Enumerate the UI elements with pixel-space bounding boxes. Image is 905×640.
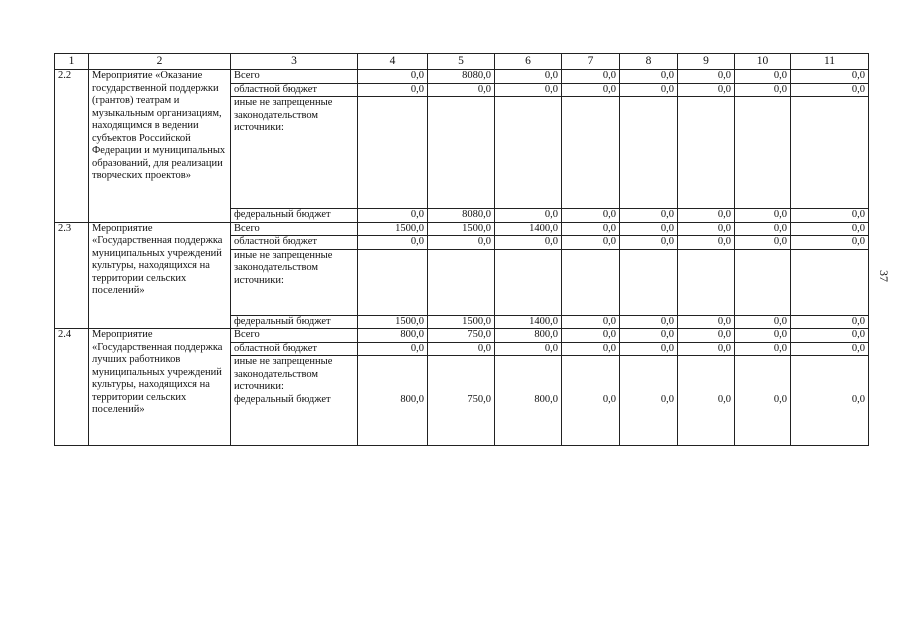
value-cell: 0,0 xyxy=(562,236,620,250)
value-cell xyxy=(735,97,791,209)
source-label: областной бюджет xyxy=(231,236,358,250)
value-cell: 0,0 xyxy=(678,83,735,97)
table-row xyxy=(55,329,869,343)
value-cell: 0,0 xyxy=(428,236,495,250)
value-cell xyxy=(791,356,869,446)
federal-budget-label: федеральный бюджет xyxy=(234,393,331,405)
value-cell: 0,0 xyxy=(620,315,678,329)
value-cell: 0,0 xyxy=(562,70,620,84)
value-cell: 0,0 xyxy=(562,315,620,329)
value-cell: 0,0 xyxy=(495,70,562,84)
value-cell xyxy=(620,97,678,209)
column-header: 3 xyxy=(231,54,358,70)
source-label xyxy=(231,356,358,446)
value-cell xyxy=(428,97,495,209)
budget-table xyxy=(54,53,869,446)
value-cell: 0,0 xyxy=(358,209,428,223)
value-cell: 800,0 xyxy=(358,329,428,343)
value-cell xyxy=(495,97,562,209)
value-cell: 8080,0 xyxy=(428,70,495,84)
value-cell: 750,0 xyxy=(428,329,495,343)
value-cell: 0,0 xyxy=(620,83,678,97)
column-header: 4 xyxy=(358,54,428,70)
item-name: Мероприятие «Государственная поддержка лучших работников муниципальных учреждений культуры, находящихся на территории сельских поселений» xyxy=(89,329,231,446)
page-number: 37 xyxy=(877,270,891,282)
value-cell: 1500,0 xyxy=(428,315,495,329)
value-cell xyxy=(562,356,620,446)
value-cell: 0,0 xyxy=(791,236,869,250)
source-label: Всего xyxy=(231,329,358,343)
value-cell: 0,0 xyxy=(735,83,791,97)
federal-value: 0,0 xyxy=(602,393,616,405)
value-cell: 0,0 xyxy=(791,342,869,356)
item-number: 2.2 xyxy=(55,70,89,223)
item-number: 2.3 xyxy=(55,222,89,329)
value-cell: 0,0 xyxy=(791,70,869,84)
value-cell xyxy=(735,249,791,315)
source-label: Всего xyxy=(231,70,358,84)
value-cell: 0,0 xyxy=(791,329,869,343)
value-cell xyxy=(735,356,791,446)
value-cell: 0,0 xyxy=(678,209,735,223)
value-cell: 0,0 xyxy=(495,83,562,97)
table-row xyxy=(55,222,869,236)
item-number: 2.4 xyxy=(55,329,89,446)
value-cell xyxy=(678,356,735,446)
value-cell xyxy=(358,356,428,446)
value-cell: 0,0 xyxy=(620,209,678,223)
item-name: Мероприятие «Оказание государственной поддержки (грантов) театрам и музыкальным организациям, находящимся в ведении субъектов Российской Федерации и муниципальных образований, для реализации творческих проектов» xyxy=(89,70,231,223)
value-cell: 0,0 xyxy=(358,342,428,356)
other-sources-label: иные не запрещенные законодательством источники: xyxy=(234,356,333,392)
federal-value: 0,0 xyxy=(851,393,865,405)
value-cell: 1400,0 xyxy=(495,222,562,236)
value-cell: 0,0 xyxy=(620,236,678,250)
value-cell xyxy=(620,356,678,446)
value-cell: 0,0 xyxy=(791,222,869,236)
value-cell: 0,0 xyxy=(562,342,620,356)
value-cell: 1400,0 xyxy=(495,315,562,329)
value-cell: 1500,0 xyxy=(358,222,428,236)
value-cell xyxy=(678,249,735,315)
value-cell: 0,0 xyxy=(495,209,562,223)
value-cell: 0,0 xyxy=(678,222,735,236)
value-cell: 1500,0 xyxy=(358,315,428,329)
table-row xyxy=(55,70,869,84)
value-cell: 0,0 xyxy=(678,329,735,343)
value-cell xyxy=(620,249,678,315)
column-header: 7 xyxy=(562,54,620,70)
value-cell: 0,0 xyxy=(620,329,678,343)
column-header: 8 xyxy=(620,54,678,70)
value-cell xyxy=(678,97,735,209)
value-cell xyxy=(791,249,869,315)
value-cell: 800,0 xyxy=(495,329,562,343)
value-cell xyxy=(428,249,495,315)
value-cell: 0,0 xyxy=(678,70,735,84)
value-cell xyxy=(562,249,620,315)
value-cell: 0,0 xyxy=(791,209,869,223)
value-cell: 1500,0 xyxy=(428,222,495,236)
value-cell: 0,0 xyxy=(495,236,562,250)
value-cell: 0,0 xyxy=(620,222,678,236)
value-cell: 0,0 xyxy=(428,342,495,356)
value-cell xyxy=(358,97,428,209)
source-label: федеральный бюджет xyxy=(231,209,358,223)
column-header: 11 xyxy=(791,54,869,70)
column-header: 6 xyxy=(495,54,562,70)
federal-value: 800,0 xyxy=(534,393,558,405)
value-cell: 0,0 xyxy=(562,329,620,343)
value-cell xyxy=(562,97,620,209)
item-name: Мероприятие «Государственная поддержка муниципальных учреждений культуры, находящихся на территории сельских поселений» xyxy=(89,222,231,329)
federal-value: 0,0 xyxy=(773,393,787,405)
column-number-row xyxy=(55,54,869,70)
value-cell: 0,0 xyxy=(678,315,735,329)
value-cell: 0,0 xyxy=(678,236,735,250)
value-cell: 0,0 xyxy=(620,70,678,84)
value-cell: 0,0 xyxy=(358,83,428,97)
federal-value: 0,0 xyxy=(717,393,731,405)
value-cell: 0,0 xyxy=(791,83,869,97)
value-cell: 0,0 xyxy=(735,342,791,356)
value-cell: 0,0 xyxy=(358,236,428,250)
value-cell: 0,0 xyxy=(735,329,791,343)
value-cell: 0,0 xyxy=(620,342,678,356)
source-label: иные не запрещенные законодательством источники: xyxy=(231,249,358,315)
value-cell: 0,0 xyxy=(735,315,791,329)
source-label: областной бюджет xyxy=(231,342,358,356)
value-cell xyxy=(791,97,869,209)
column-header: 9 xyxy=(678,54,735,70)
source-label: иные не запрещенные законодательством источники: xyxy=(231,97,358,209)
value-cell: 0,0 xyxy=(562,222,620,236)
federal-value: 0,0 xyxy=(660,393,674,405)
value-cell xyxy=(358,249,428,315)
column-header: 2 xyxy=(89,54,231,70)
value-cell: 0,0 xyxy=(735,222,791,236)
column-header: 1 xyxy=(55,54,89,70)
value-cell: 0,0 xyxy=(735,209,791,223)
value-cell xyxy=(428,356,495,446)
value-cell: 0,0 xyxy=(791,315,869,329)
value-cell xyxy=(495,249,562,315)
value-cell: 0,0 xyxy=(428,83,495,97)
federal-value: 800,0 xyxy=(400,393,424,405)
value-cell: 0,0 xyxy=(735,70,791,84)
column-header: 5 xyxy=(428,54,495,70)
value-cell: 0,0 xyxy=(358,70,428,84)
column-header: 10 xyxy=(735,54,791,70)
federal-value: 750,0 xyxy=(467,393,491,405)
value-cell: 0,0 xyxy=(678,342,735,356)
value-cell xyxy=(495,356,562,446)
source-label: Всего xyxy=(231,222,358,236)
value-cell: 0,0 xyxy=(562,209,620,223)
source-label: федеральный бюджет xyxy=(231,315,358,329)
value-cell: 0,0 xyxy=(735,236,791,250)
value-cell: 8080,0 xyxy=(428,209,495,223)
value-cell: 0,0 xyxy=(562,83,620,97)
source-label: областной бюджет xyxy=(231,83,358,97)
value-cell: 0,0 xyxy=(495,342,562,356)
